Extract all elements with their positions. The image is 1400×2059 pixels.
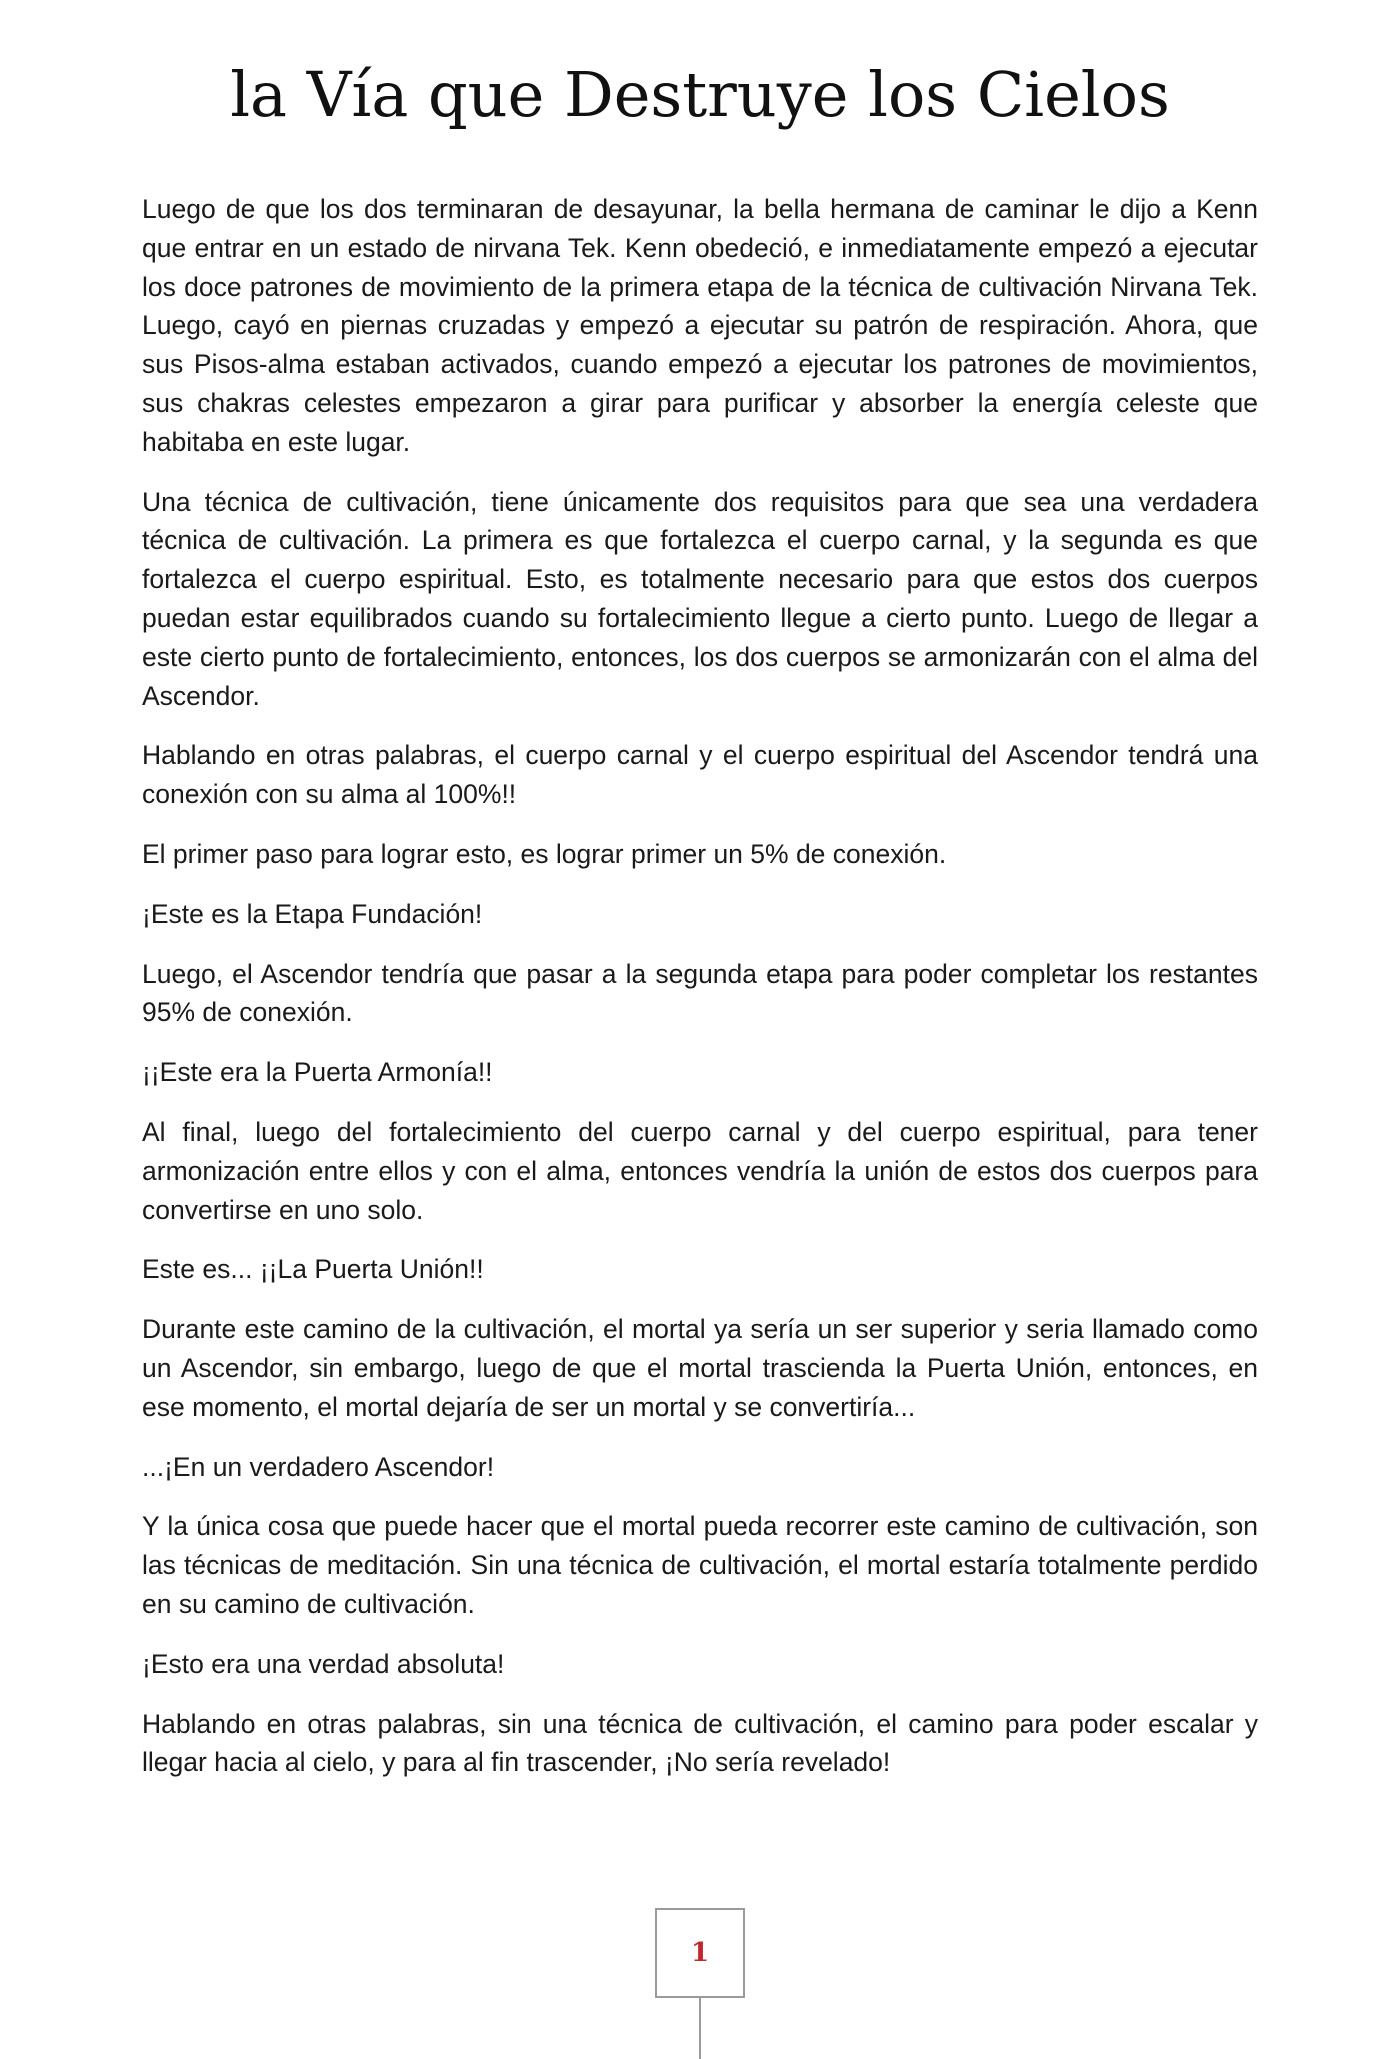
paragraph: Luego, el Ascendor tendría que pasar a la segunda etapa para poder completar los restantes 95% de conexión.: [142, 958, 1258, 1028]
paragraph: ¡¡Este era la Puerta Armonía!!: [142, 1057, 493, 1088]
paragraph: Hablando en otras palabras, sin una técnica de cultivación, el camino para poder escalar y llegar hacia al cielo, y para al fin trascender, ¡No sería revelado!: [142, 1708, 1258, 1778]
page-number: 1: [655, 1908, 745, 1998]
document-body: [142, 190, 1258, 1803]
paragraph: ...¡En un verdadero Ascendor!: [142, 1451, 495, 1482]
page-title: la Vía que Destruye los Cielos: [230, 58, 1170, 131]
paragraph: ¡Esto era una verdad absoluta!: [142, 1648, 505, 1679]
page-number-divider: [699, 1998, 701, 2059]
paragraph: Y la única cosa que puede hacer que el mortal pueda recorrer este camino de cultivación, son las técnicas de meditación. Sin una técnica de cultivación, el mortal estaría totalmente perdido en su camino de cultivación.: [142, 1511, 1258, 1619]
paragraph: Una técnica de cultivación, tiene únicamente dos requisitos para que sea una verdadera técnica de cultivación. La primera es que fortalezca el cuerpo carnal, y la segunda es que fortalezca el cuerpo espiritual. Esto, es totalmente necesario para que estos dos cuerpos puedan estar equilibrados cuando su fortalecimiento llegue a cierto punto. Luego de llegar a este cierto punto de fortalecimiento, entonces, los dos cuerpos se armonizarán con el alma del Ascendor.: [142, 486, 1258, 711]
paragraph: Durante este camino de la cultivación, el mortal ya sería un ser superior y seria llamado como un Ascendor, sin embargo, luego de que el mortal trascienda la Puerta Unión, entonces, en ese momento, el mortal dejaría de ser un mortal y se convertiría...: [142, 1314, 1258, 1422]
paragraph: El primer paso para lograr esto, es lograr primer un 5% de conexión.: [142, 838, 947, 869]
paragraph: Al final, luego del fortalecimiento del cuerpo carnal y del cuerpo espiritual, para tener armonización entre ellos y con el alma, entonces vendría la unión de estos dos cuerpos para convertirse en uno solo.: [142, 1116, 1258, 1225]
paragraph: Este es... ¡¡La Puerta Unión!!: [142, 1254, 484, 1285]
paragraph: ¡Este es la Etapa Fundación!: [142, 898, 483, 929]
paragraph: Hablando en otras palabras, el cuerpo carnal y el cuerpo espiritual del Ascendor tendrá una conexión con su alma al 100%!!: [142, 740, 1258, 810]
paragraph: Luego de que los dos terminaran de desayunar, la bella hermana de caminar le dijo a Kenn que entrar en un estado de nirvana Tek. Kenn obedeció, e inmediatamente empezó a ejecutar los doce patrones de movimiento de la primera etapa de la técnica de cultivación Nirvana Tek. Luego, cayó en piernas cruzadas y empezó a ejecutar su patrón de respiración. Ahora, que sus Pisos-alma estaban activados, cuando empezó a ejecutar los patrones de movimientos, sus chakras celestes empezaron a girar para purificar y absorber la energía celeste que habitaba en este lugar.: [142, 194, 1258, 457]
